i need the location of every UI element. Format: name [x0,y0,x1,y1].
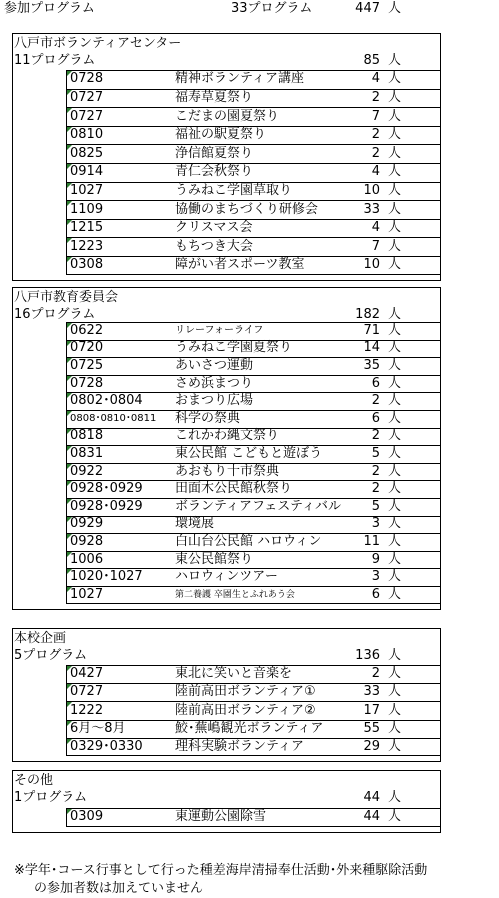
row-unit: 人 [388,569,402,585]
summary-programs: 33プログラム [231,1,313,16]
row-code: 0929 [70,516,104,532]
row-count: 35 [363,358,380,373]
row-unit: 人 [388,340,402,356]
row-program-name: うみねこ学園夏祭り [175,340,293,356]
row-count: 29 [363,738,380,754]
row-divider [66,357,441,358]
row-unit: 人 [388,428,402,444]
row-unit: 人 [388,498,402,514]
row-code: 0831 [70,446,104,461]
row-program-name: 浄信館夏祭り [175,145,254,161]
row-code: 0728 [70,71,104,87]
row-code: 0818 [70,428,104,444]
row-count: 2 [371,393,380,409]
row-program-name: 福祉の駅夏祭り [175,127,267,143]
row-program-name: うみねこ学園草取り [175,182,293,198]
row-code: 0928･0929 [70,498,143,514]
section-title: その他 [14,773,54,788]
row-program-name: 協働のまちづくり研修会 [175,201,318,217]
row-code: 0928･0929 [70,481,143,497]
row-count: 33 [363,201,380,217]
row-code: 0810 [70,127,104,143]
row-divider [66,219,441,220]
row-code: 0308 [70,257,104,273]
row-unit: 人 [388,720,402,736]
row-count: 5 [371,446,380,461]
row-unit: 人 [388,182,402,198]
row-unit: 人 [388,393,402,409]
row-code: 1222 [70,702,104,718]
row-program-name: ボランティアフェスティバル [175,498,342,514]
row-code: 0922 [70,463,104,479]
row-count: 6 [371,375,380,391]
row-count: 71 [363,322,380,338]
row-code: 1215 [70,220,104,236]
row-count: 5 [371,498,380,514]
row-program-name: 東北に笑いと音楽を [175,666,293,682]
row-code: 1027 [70,586,104,602]
section-table [66,70,441,275]
row-count: 2 [371,127,380,143]
row-code: 0727 [70,684,104,700]
row-divider [66,163,441,164]
row-code: 0309 [70,809,104,825]
section-total: 44 [363,790,380,805]
row-program-name: おまつり広場 [175,393,254,409]
row-count: 2 [371,463,380,479]
row-code: 0427 [70,666,104,682]
section-title: 八戸市教育委員会 [14,290,119,305]
row-program-name: 陸前高田ボランティア① [175,684,316,700]
row-divider [66,551,441,552]
row-count: 2 [371,481,380,497]
row-program-name: 東運動公園除雪 [175,809,267,825]
row-count: 33 [363,684,380,700]
row-unit: 人 [388,551,402,567]
section-total: 85 [363,53,380,68]
row-count: 4 [371,164,380,180]
row-unit: 人 [388,481,402,497]
row-count: 9 [371,551,380,567]
row-count: 55 [363,720,380,736]
row-program-name: 第二養護 卒園生とふれあう会 [175,589,295,600]
row-program-name: これかわ縄文祭り [175,428,280,444]
row-code: 1223 [70,238,104,254]
row-count: 2 [371,666,380,682]
row-program-name: 東公民館祭り [175,551,254,567]
row-count: 2 [371,89,380,105]
row-unit: 人 [388,127,402,143]
row-unit: 人 [388,238,402,254]
row-code: 1027 [70,182,104,198]
row-divider [66,516,441,517]
footnote-line-1: ※学年･コース行事として行った種差海岸清掃奉仕活動･外来種駆除活動 [14,863,428,878]
section-program-count: 16プログラム [14,307,96,322]
row-code: 0329･0330 [70,738,143,754]
row-unit: 人 [388,463,402,479]
row-program-name: 陸前高田ボランティア② [175,702,316,718]
row-unit: 人 [388,666,402,682]
row-count: 11 [363,534,380,549]
row-program-name: こだまの園夏祭り [175,108,280,124]
row-count: 7 [371,108,380,124]
row-divider [66,144,441,145]
row-program-name: 理科実験ボランティア [175,738,304,754]
row-divider [66,375,441,376]
row-divider [66,89,441,90]
row-program-name: もちつき大会 [175,238,253,254]
row-code: 0725 [70,358,104,373]
section-total-unit: 人 [388,53,402,68]
row-program-name: 障がい者スポーツ教室 [175,257,305,273]
row-count: 4 [371,220,380,236]
row-program-name: 鮫･蕪嶋観光ボランティア [175,720,324,736]
row-code: 0727 [70,108,104,124]
row-count: 17 [363,702,380,718]
row-unit: 人 [388,71,402,87]
row-unit: 人 [388,108,402,124]
row-program-name: 精神ボランティア講座 [175,71,304,87]
row-code: 1020･1027 [70,569,143,585]
row-count: 2 [371,145,380,161]
row-unit: 人 [388,534,402,549]
row-program-name: あおもり十市祭典 [175,463,280,479]
row-program-name: クリスマス会 [175,220,253,236]
section-program-count: 1プログラム [14,790,88,805]
row-unit: 人 [388,358,402,373]
row-count: 3 [371,516,380,532]
row-unit: 人 [388,446,402,461]
row-code: 0928 [70,534,104,549]
row-program-name: 科学の祭典 [175,410,241,426]
row-program-name: 田面木公民館秋祭り [175,481,293,497]
section-program-count: 5プログラム [14,648,88,663]
section-total-unit: 人 [388,790,402,805]
row-unit: 人 [388,220,402,236]
row-unit: 人 [388,164,402,180]
row-count: 6 [371,410,380,426]
row-program-name: リレーフォーライフ [175,324,264,336]
row-unit: 人 [388,586,402,602]
section-title: 本校企画 [14,631,67,646]
row-count: 2 [371,428,380,444]
row-unit: 人 [388,516,402,532]
row-code: 6月～8月 [70,720,126,736]
row-unit: 人 [388,375,402,391]
row-count: 7 [371,238,380,254]
section-title: 八戸市ボランティアセンター [14,36,182,51]
row-count: 10 [363,257,380,273]
row-unit: 人 [388,145,402,161]
row-code: 0720 [70,340,104,356]
row-count: 44 [363,809,380,825]
row-code: 0727 [70,89,104,105]
section-total: 136 [355,648,380,663]
row-code: 0728 [70,375,104,391]
row-count: 4 [371,71,380,87]
row-unit: 人 [388,684,402,700]
section-total-unit: 人 [388,648,402,663]
summary-unit: 人 [388,1,402,16]
row-unit: 人 [388,809,402,825]
section-total: 182 [355,307,380,322]
summary-count: 447 [355,1,380,16]
row-program-name: 白山台公民館 ハロウィン [175,534,322,549]
row-program-name: あいさつ運動 [175,358,254,373]
row-code: 0825 [70,145,104,161]
section-total-unit: 人 [388,307,402,322]
row-count: 14 [363,340,380,356]
row-count: 3 [371,569,380,585]
row-unit: 人 [388,322,402,338]
row-code: 0622 [70,322,104,338]
row-program-name: ハロウィンツアー [175,569,278,585]
summary-label: 参加プログラム [4,1,95,16]
row-count: 6 [371,586,380,602]
row-divider [66,237,441,238]
row-program-name: 福寿草夏祭り [175,89,254,105]
row-unit: 人 [388,257,402,273]
row-code: 1006 [70,551,104,567]
row-program-name: 東公民館 こどもと遊ぼう [175,446,323,461]
row-code: 0914 [70,164,104,180]
row-unit: 人 [388,410,402,426]
row-unit: 人 [388,702,402,718]
row-program-name: 青仁会秋祭り [175,164,254,180]
row-program-name: 環境展 [175,516,215,532]
footnote-line-2: の参加者数は加えていません [34,881,204,896]
row-code: 0802･0804 [70,393,143,409]
row-code: 0808･0810･0811 [70,412,157,424]
row-count: 10 [363,182,380,198]
row-code: 1109 [70,201,104,217]
row-unit: 人 [388,89,402,105]
row-unit: 人 [388,738,402,754]
row-program-name: さめ浜まつり [175,375,254,391]
row-unit: 人 [388,201,402,217]
section-program-count: 11プログラム [14,53,96,68]
